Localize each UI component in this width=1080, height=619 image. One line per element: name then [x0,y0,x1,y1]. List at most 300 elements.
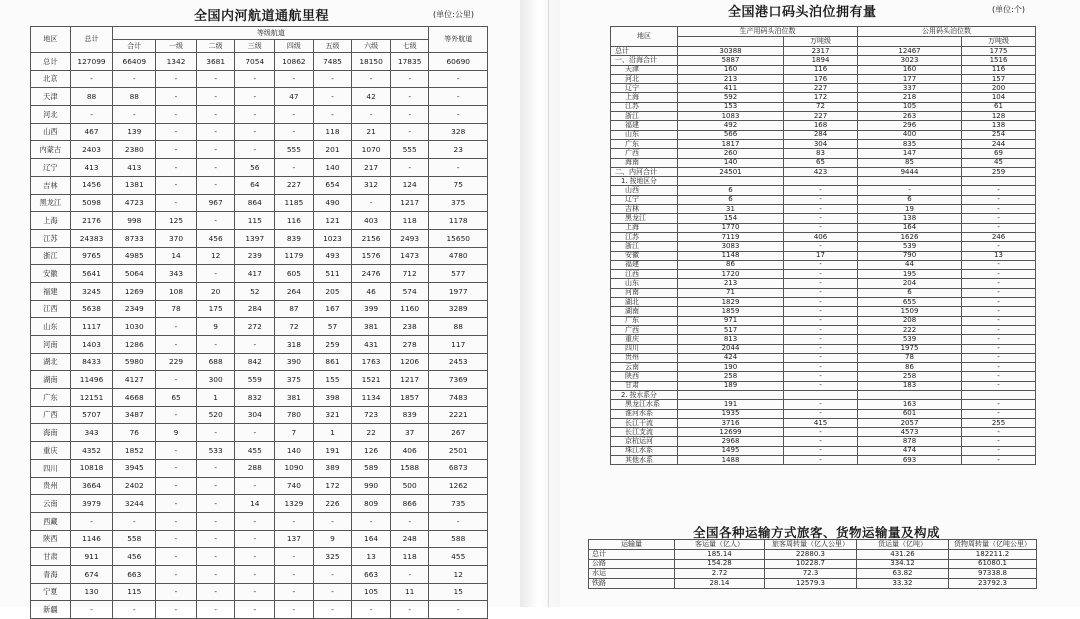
value-cell: 104 [962,93,1036,102]
value-cell: 118 [390,212,429,230]
value-cell: 1090 [275,459,314,477]
value-cell: - [962,288,1036,297]
value-cell: 4573 [858,428,962,437]
table-row [31,141,488,159]
transport-volume-table [588,539,1037,589]
region-cell: 四川 [611,344,678,353]
value-cell: 5980 [113,353,156,371]
value-cell: - [784,186,858,195]
value-cell: - [196,424,235,442]
value-cell: 431 [352,336,391,354]
value-cell: 4723 [113,194,156,212]
value-cell: - [313,601,352,619]
value-cell: 222 [858,325,962,334]
value-cell: - [784,400,858,409]
region-cell: 总计 [31,53,71,71]
value-cell: 83 [784,149,858,158]
table-row [611,437,1036,446]
value-cell: 601 [858,409,962,418]
value-cell: - [275,548,314,566]
value-cell: 78 [156,300,197,318]
region-cell: 吉林 [31,176,71,194]
value-cell: 1381 [113,176,156,194]
value-cell: 2317 [784,47,858,56]
value-cell: 172 [313,477,352,495]
value-cell: 20 [196,282,235,300]
value-cell: - [275,512,314,530]
region-cell: 重庆 [611,335,678,344]
value-cell: 1134 [352,389,391,407]
value-cell: 85 [858,158,962,167]
region-cell: 青海 [31,565,71,583]
value-cell: - [962,325,1036,334]
value-cell: - [784,381,858,390]
value-cell: - [235,336,275,354]
value-cell: - [784,437,858,446]
region-cell: 山西 [31,123,71,141]
book-gutter [520,0,560,607]
value-cell: - [156,371,197,389]
value-cell: 1185 [275,194,314,212]
value-cell: 674 [70,565,113,583]
header-grade: 五级 [313,40,352,53]
value-cell: 539 [858,335,962,344]
value-cell: - [196,141,235,159]
table-row [611,186,1036,195]
value-cell: - [156,194,197,212]
value-cell: 490 [313,194,352,212]
value-cell: 7483 [429,389,488,407]
table-row [31,247,488,265]
value-cell: - [784,428,858,437]
value-cell: - [156,406,197,424]
value-cell: 455 [429,548,488,566]
value-cell: 390 [275,353,314,371]
value-cell: 967 [196,194,235,212]
table-row [611,270,1036,279]
table-row [31,442,488,460]
value-cell: 511 [313,265,352,283]
value-cell: - [156,318,197,336]
value-cell: 33.32 [857,579,949,589]
value-cell [962,177,1036,186]
value-cell: - [352,70,391,88]
value-cell: 227 [784,84,858,93]
value-cell: 4985 [113,247,156,265]
value-cell: - [235,583,275,601]
value-cell: 60690 [429,53,488,71]
value-cell: 23792.3 [949,579,1037,589]
value-cell: - [235,70,275,88]
value-cell: - [784,279,858,288]
region-cell: 广西 [31,406,71,424]
value-cell: 71 [678,288,784,297]
table-row [31,495,488,513]
value-cell: 1070 [352,141,391,159]
header-grade: 四级 [275,40,314,53]
value-cell: 172 [784,93,858,102]
value-cell: 539 [858,242,962,251]
value-cell: 2501 [429,442,488,460]
value-cell: - [784,409,858,418]
value-cell: - [784,195,858,204]
value-cell: 56 [235,159,275,177]
region-cell: 湖南 [31,371,71,389]
region-cell: 内蒙古 [31,141,71,159]
value-cell: 2349 [113,300,156,318]
value-cell: 72 [275,318,314,336]
value-cell: 177 [858,74,962,83]
value-cell: 22 [352,424,391,442]
value-cell: 9444 [858,167,962,176]
value-cell: 154.28 [675,559,765,569]
value-cell: - [235,530,275,548]
value-cell: - [156,141,197,159]
value-cell: - [390,512,429,530]
value-cell: 10862 [275,53,314,71]
value-cell: 168 [784,121,858,130]
mode-cell: 水运 [589,569,675,579]
value-cell: 589 [352,459,391,477]
value-cell: 6 [858,288,962,297]
value-cell: 124 [390,176,429,194]
region-cell: 贵州 [611,353,678,362]
value-cell: 735 [429,495,488,513]
value-cell: 139 [113,123,156,141]
value-cell: 137 [275,530,314,548]
value-cell: 398 [313,389,352,407]
value-cell: 182211.2 [949,549,1037,559]
value-cell: 7054 [235,53,275,71]
value-cell: 227 [275,176,314,194]
value-cell: - [962,344,1036,353]
value-cell: - [313,106,352,124]
value-cell: - [196,565,235,583]
value-cell: 559 [235,371,275,389]
value-cell: 1178 [429,212,488,230]
table-row [611,205,1036,214]
value-cell: 1329 [275,495,314,513]
region-cell: 西藏 [31,512,71,530]
value-cell: - [196,548,235,566]
region-cell: 辽宁 [611,195,678,204]
value-cell: - [156,123,197,141]
value-cell: 30388 [678,47,784,56]
value-cell: 246 [962,232,1036,241]
value-cell: 213 [678,74,784,83]
value-cell: 105 [352,583,391,601]
value-cell: 2402 [113,477,156,495]
region-cell: 湖北 [31,353,71,371]
value-cell: 2.72 [675,569,765,579]
mode-cell: 铁路 [589,579,675,589]
header-grade: 一级 [156,40,197,53]
value-cell: - [784,298,858,307]
value-cell: 411 [678,84,784,93]
value-cell [858,177,962,186]
table-row [611,381,1036,390]
value-cell: 723 [352,406,391,424]
table-row [611,428,1036,437]
value-cell: 61 [962,102,1036,111]
region-cell: 福建 [611,260,678,269]
region-cell: 北京 [31,70,71,88]
value-cell: - [962,335,1036,344]
value-cell: 258 [678,372,784,381]
table-row [31,583,488,601]
header-ungraded: 等外航道 [429,27,488,53]
value-cell: 115 [235,212,275,230]
value-cell: 76 [113,424,156,442]
value-cell: 555 [390,141,429,159]
value-cell: 832 [235,389,275,407]
table-row [611,390,1036,399]
left-page-title: 全国内河航道通航里程 [194,9,330,24]
value-cell: - [962,409,1036,418]
value-cell: 7369 [429,371,488,389]
value-cell: 263 [858,112,962,121]
value-cell: 229 [156,353,197,371]
value-cell: 31 [678,205,784,214]
value-cell: 1286 [113,336,156,354]
value-cell: 5098 [70,194,113,212]
value-cell: 839 [275,229,314,247]
region-cell: 海南 [31,424,71,442]
value-cell: - [275,70,314,88]
value-cell: - [784,344,858,353]
value-cell: 296 [858,121,962,130]
region-cell: 福建 [31,282,71,300]
table-row [31,477,488,495]
value-cell: - [429,601,488,619]
value-cell: - [196,123,235,141]
table-row [31,318,488,336]
value-cell: 911 [70,548,113,566]
header-grade: 三级 [235,40,275,53]
value-cell: - [235,548,275,566]
value-cell: 688 [196,353,235,371]
value-cell: - [113,601,156,619]
value-cell: - [275,123,314,141]
transport-table-title: 全国各种运输方式旅客、货物运输量及构成 [693,525,941,540]
value-cell: - [390,601,429,619]
value-cell: 125 [156,212,197,230]
table-row [611,335,1036,344]
value-cell: - [962,428,1036,437]
value-cell [784,390,858,399]
value-cell: 260 [678,149,784,158]
left-page-unit: (单位:公里) [433,10,474,19]
value-cell: - [196,512,235,530]
value-cell: 1977 [429,282,488,300]
value-cell: 413 [70,159,113,177]
table-row [31,194,488,212]
value-cell: 9765 [70,247,113,265]
region-cell: 广西 [611,149,678,158]
table-row [31,459,488,477]
value-cell: 663 [352,565,391,583]
region-cell: 上海 [611,93,678,102]
value-cell: 259 [313,336,352,354]
region-cell: 2. 按水系分 [611,390,678,399]
table-row [611,279,1036,288]
value-cell: - [156,548,197,566]
region-cell: 山东 [31,318,71,336]
value-cell: - [196,495,235,513]
value-cell: 1023 [313,229,352,247]
value-cell: 413 [113,159,156,177]
value-cell: 7485 [313,53,352,71]
value-cell: 1083 [678,112,784,121]
value-cell: - [196,176,235,194]
value-cell: - [784,205,858,214]
header-grade: 六级 [352,40,391,53]
value-cell: 217 [352,159,391,177]
value-cell: 3245 [70,282,113,300]
value-cell: 2380 [113,141,156,159]
value-cell [678,390,784,399]
value-cell: 1160 [390,300,429,318]
header-wanton: 万吨级 [962,37,1036,47]
table-row [611,195,1036,204]
region-cell: 湖北 [611,298,678,307]
value-cell: 2044 [678,344,784,353]
value-cell: 3023 [858,56,962,65]
value-cell: 325 [313,548,352,566]
value-cell: 12 [429,565,488,583]
value-cell: 208 [858,316,962,325]
value-cell: 63.82 [857,569,949,579]
value-cell [678,177,784,186]
region-cell: 安徽 [31,265,71,283]
value-cell: 7119 [678,232,784,241]
value-cell: 278 [390,336,429,354]
value-cell: - [962,446,1036,455]
value-cell: 835 [858,139,962,148]
value-cell: 72 [784,102,858,111]
value-cell: 328 [429,123,488,141]
value-cell: 1456 [70,176,113,194]
value-cell: 809 [352,495,391,513]
value-cell: 47 [275,88,314,106]
region-cell: 浙江 [611,242,678,251]
value-cell: 403 [352,212,391,230]
value-cell: 61080.1 [949,559,1037,569]
value-cell: 46 [352,282,391,300]
region-cell: 黑龙江水系 [611,400,678,409]
value-cell: 456 [113,548,156,566]
value-cell: 200 [962,84,1036,93]
value-cell: - [784,446,858,455]
value-cell: 577 [429,265,488,283]
value-cell: - [784,260,858,269]
value-cell: - [962,437,1036,446]
value-cell: - [196,336,235,354]
value-cell: - [784,325,858,334]
value-cell: 24501 [678,167,784,176]
value-cell: - [196,106,235,124]
table-row [611,223,1036,232]
table-row [31,371,488,389]
value-cell: 128 [962,112,1036,121]
value-cell: - [196,265,235,283]
value-cell: 10818 [70,459,113,477]
table-row [31,159,488,177]
value-cell: 87 [275,300,314,318]
value-cell: 1829 [678,298,784,307]
value-cell: 1262 [429,477,488,495]
region-cell: 广东 [611,316,678,325]
value-cell: 130 [70,583,113,601]
value-cell: 183 [858,381,962,390]
value-cell: 66409 [113,53,156,71]
region-cell: 河南 [611,288,678,297]
table-row [31,424,488,442]
table-row [611,102,1036,111]
region-cell: 湖南 [611,307,678,316]
value-cell: 204 [858,279,962,288]
table-row [611,121,1036,130]
value-cell: 14 [156,247,197,265]
table-row [611,353,1036,362]
value-cell: 520 [196,406,235,424]
value-cell: 1509 [858,307,962,316]
value-cell: - [352,106,391,124]
value-cell: - [962,186,1036,195]
value-cell: 3664 [70,477,113,495]
value-cell: 12579.3 [765,579,857,589]
value-cell: 239 [235,247,275,265]
region-cell: 山东 [611,279,678,288]
value-cell: 140 [313,159,352,177]
region-cell: 辽宁 [31,159,71,177]
value-cell: 75 [429,176,488,194]
value-cell: 990 [352,477,391,495]
value-cell: 15 [429,583,488,601]
region-cell: 辽宁 [611,84,678,93]
value-cell: 13 [962,251,1036,260]
value-cell: - [784,372,858,381]
header-wanton: 万吨级 [784,37,858,47]
value-cell: 2493 [390,229,429,247]
value-cell: - [352,601,391,619]
table-row [611,363,1036,372]
value-cell: 1770 [678,223,784,232]
value-cell: 375 [429,194,488,212]
value-cell: 337 [858,84,962,93]
value-cell: 866 [390,495,429,513]
value-cell: 417 [235,265,275,283]
value-cell: 1626 [858,232,962,241]
value-cell: 1720 [678,270,784,279]
region-cell: 河南 [31,336,71,354]
mode-cell: 公路 [589,559,675,569]
value-cell: - [275,565,314,583]
region-cell: 珠江水系 [611,446,678,455]
value-cell: 9 [156,424,197,442]
value-cell: 878 [858,437,962,446]
value-cell: 37 [390,424,429,442]
value-cell: 127099 [70,53,113,71]
table-row [611,325,1036,334]
value-cell: - [235,141,275,159]
table-row [589,559,1037,569]
value-cell: 191 [678,400,784,409]
header-public-berths: 公用码头泊位数 [858,27,1036,37]
value-cell: - [429,512,488,530]
value-cell: 1775 [962,47,1036,56]
value-cell: 121 [313,212,352,230]
